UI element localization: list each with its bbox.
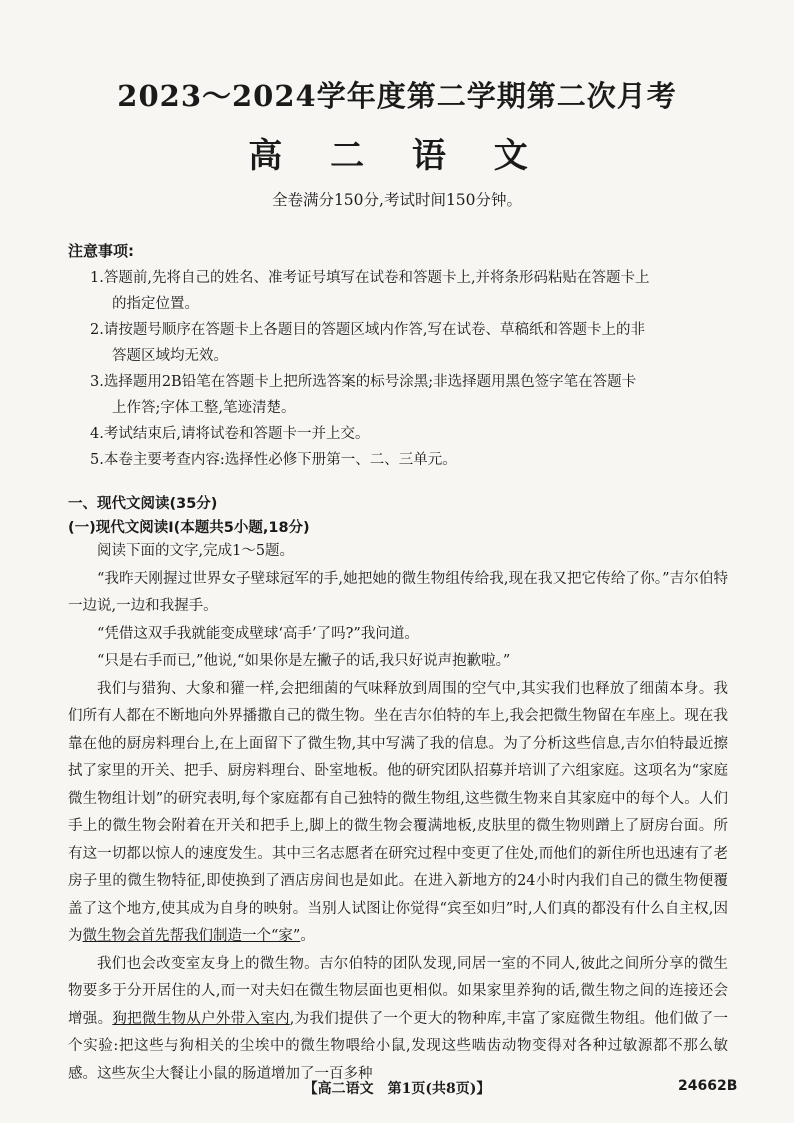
passage-paragraph: “我昨天刚握过世界女子壁球冠军的手,她把她的微生物组传给我,现在我又把它传给了你。”吉尔伯特一边说,一边和我握手。 — [68, 570, 728, 614]
passage-paragraph: “只是右手而已,”他说,“如果你是左撇子的话,我只好说声抱歉啦。” — [97, 653, 511, 669]
subject-title: 高 二 语 文 — [248, 136, 546, 176]
section-heading: 一、现代文阅读(35分) — [68, 496, 218, 512]
passage-paragraph: 我们也会改变室友身上的微生物。吉尔伯特的团队发现,同居一室的不同人,彼此之间所分享的微生物要多于分开居住的人,而一对夫妇在微生物层面也更相似。如果家里养狗的话,微生物之间的连接还会增强。狗把微生物从户外带入室内,为我们提供了一个更大的物种库,丰富了家庭微生物组。他们做了一个实验:把这些与狗相关的尘埃中的微生物喂给小鼠,发现这些啮齿动物变得对各种过敏源都不那么敏感。这些灰尘大餐让小鼠的肠道增加了一百多种 — [68, 955, 729, 1082]
paper-code: 24662B — [678, 1078, 738, 1094]
notice-item: 3.选择题用2B铅笔在答题卡上把所选答案的标号涂黑;非选择题用黑色签字笔在答题卡 上作答;字体工整,笔迹清楚。 — [90, 374, 637, 416]
underlined-phrase: 狗把微生物从户外带入室内 — [112, 1010, 290, 1027]
underlined-phrase: 微生物会首先帮我们制造一个“家” — [82, 928, 301, 944]
passage-paragraph: “凭借这双手我就能变成壁球‘高手’了吗?”我问道。 — [97, 625, 419, 642]
notice-item: 5.本卷主要考查内容:选择性必修下册第一、二、三单元。 — [90, 452, 457, 468]
notice-list — [90, 265, 730, 473]
instruction-text: 阅读下面的文字,完成1～5题。 — [97, 543, 295, 559]
score-line: 全卷满分150分,考试时间150分钟。 — [271, 191, 523, 209]
page-footer: 【高二语文 第1页(共8页)】 — [303, 1081, 491, 1097]
reading-passage — [68, 538, 728, 1088]
notice-item: 4.考试结束后,请将试卷和答题卡一并上交。 — [90, 426, 370, 442]
notice-item: 1.答题前,先将自己的姓名、准考证号填写在试卷和答题卡上,并将条形码粘贴在答题卡上 的指定位置。 — [90, 270, 650, 312]
exam-title: 2023～2024学年度第二学期第二次月考 — [117, 79, 677, 113]
passage-paragraph: 我们与猎狗、大象和獾一样,会把细菌的气味释放到周围的空气中,其实我们也释放了细菌本身。我们所有人都在不断地向外界播撒自己的微生物。坐在吉尔伯特的车上,我会把微生物留在车座上。现在我靠在他的厨房料理台上,在上面留下了微生物,其中写满了我的信息。为了分析这些信息,吉尔伯特最近擦拭了家里的开关、把手、厨房料理台、卧室地板。他的研究团队招募并培训了六组家庭。这项名为“家庭微生物组计划”的研究表明,每个家庭都有自己独特的微生物组,这些微生物来自其家庭中的每个人。人们手上的微生物会附着在开关和把手上,脚上的微生物会覆满地板,皮肤里的微生物则蹭上了厨房台面。所有这一切都以惊人的速度发生。其中三名志愿者在研究过程中变更了住处,而他们的新住所也迅速有了老房子里的微生物特征,即使换到了酒店房间也是如此。在进入新地方的24小时内我们自己的微生物便覆盖了这个地方,使其成为自身的映射。当别人试图让你觉得“宾至如归”时,人们真的都没有什么自主权,因为微生物会首先帮我们制造一个“家”。 — [68, 680, 728, 944]
subsection-heading: (一)现代文阅读Ⅰ(本题共5小题,18分) — [68, 520, 310, 536]
notice-item: 2.请按题号顺序在答题卡上各题目的答题区域内作答,写在试卷、草稿纸和答题卡上的非 答题区域均无效。 — [90, 322, 645, 364]
notice-heading: 注意事项: — [68, 242, 134, 260]
